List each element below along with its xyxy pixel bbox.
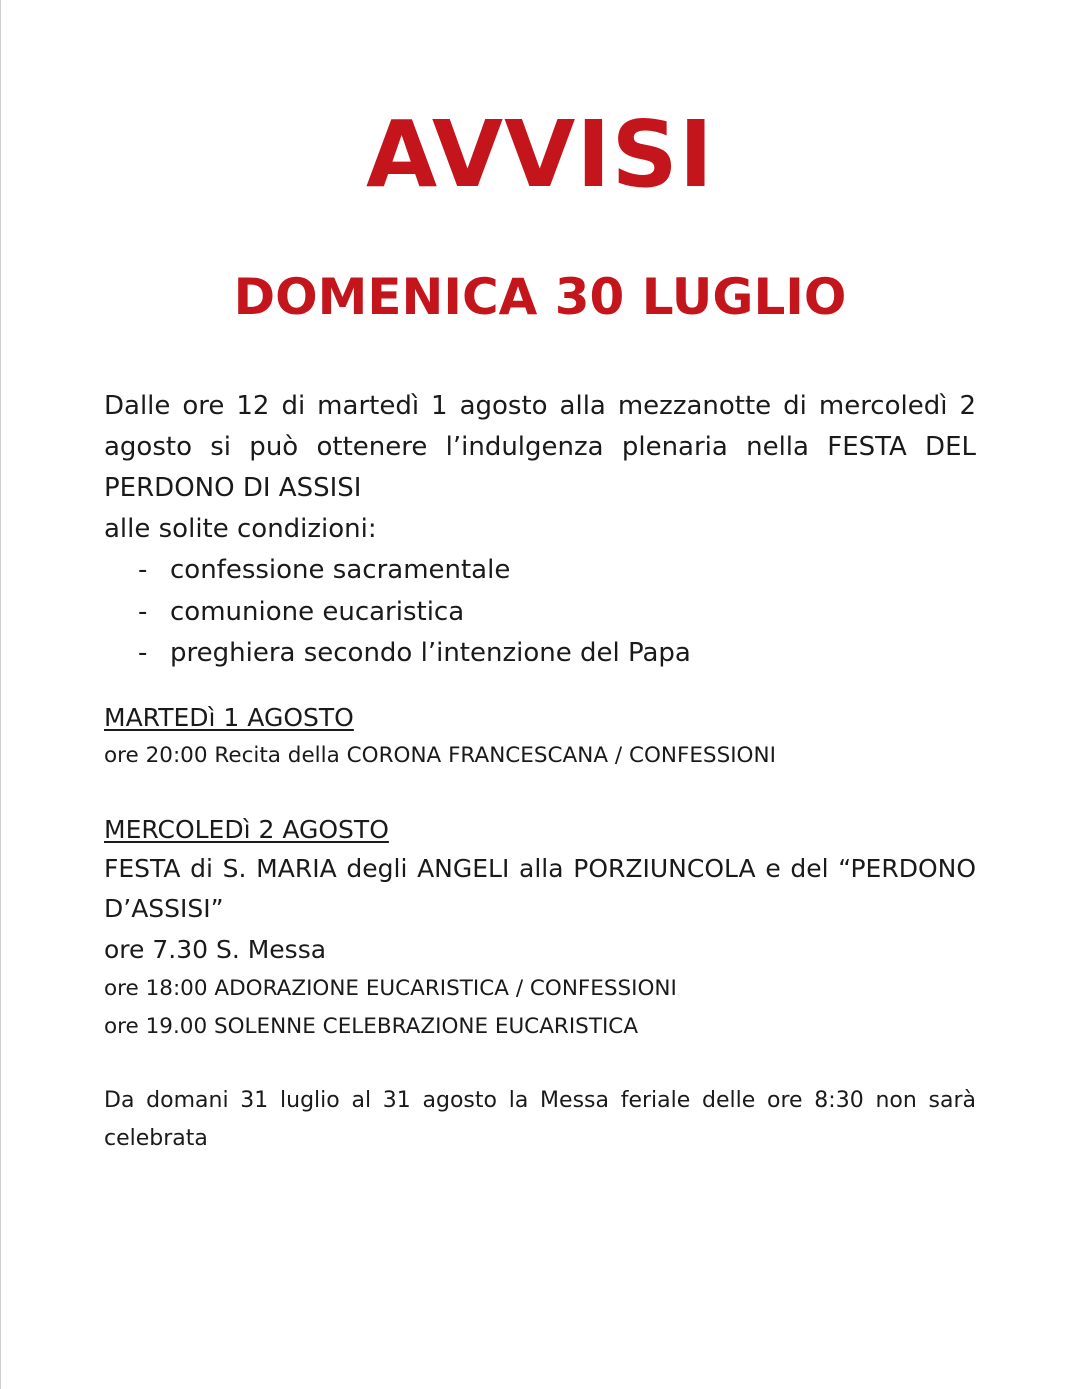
conditions-list: [104, 550, 976, 675]
wednesday-celebration: ore 19.00 SOLENNE CELEBRAZIONE EUCARISTICA: [104, 1013, 639, 1039]
notice-body: [104, 386, 976, 1180]
list-item: [104, 550, 976, 592]
conditions-lead: alle solite condizioni:: [104, 514, 377, 544]
list-item: [104, 592, 976, 634]
wednesday-mass: ore 7.30 S. Messa: [104, 934, 327, 964]
tuesday-section: [104, 699, 976, 775]
condition-confession: confessione sacramentale: [170, 555, 511, 585]
intro-paragraph: Dalle ore 12 di martedì 1 agosto alla mezzanotte di mercoledì 2 agosto si può ottenere l’indulgenza plenaria nella FESTA DEL PERDONO DI ASSISI: [104, 391, 976, 503]
tuesday-schedule: ore 20:00 Recita della CORONA FRANCESCANA / CONFESSIONI: [104, 742, 776, 768]
list-item: [104, 633, 976, 675]
page-title: AVVISI: [365, 101, 715, 208]
wednesday-section: [104, 811, 976, 1046]
page-subtitle: DOMENICA 30 LUGLIO: [233, 268, 847, 326]
wednesday-heading: MERCOLEDì 2 AGOSTO: [104, 814, 389, 844]
condition-communion: comunione eucaristica: [170, 596, 465, 627]
wednesday-feast: FESTA di S. MARIA degli ANGELI alla PORZIUNCOLA e del “PERDONO D’ASSISI”: [104, 853, 976, 923]
tuesday-heading: MARTEDì 1 AGOSTO: [104, 702, 354, 732]
bullet-dash: -: [138, 555, 148, 585]
bullet-dash: -: [138, 638, 148, 668]
weekday-mass-notice: Da domani 31 luglio al 31 agosto la Messa feriale delle ore 8:30 non sarà celebrata: [104, 1087, 976, 1151]
bullet-dash: -: [138, 596, 148, 627]
condition-prayer: preghiera secondo l’intenzione del Papa: [170, 638, 691, 668]
wednesday-adoration: ore 18:00 ADORAZIONE EUCARISTICA / CONFESSIONI: [104, 975, 677, 1001]
